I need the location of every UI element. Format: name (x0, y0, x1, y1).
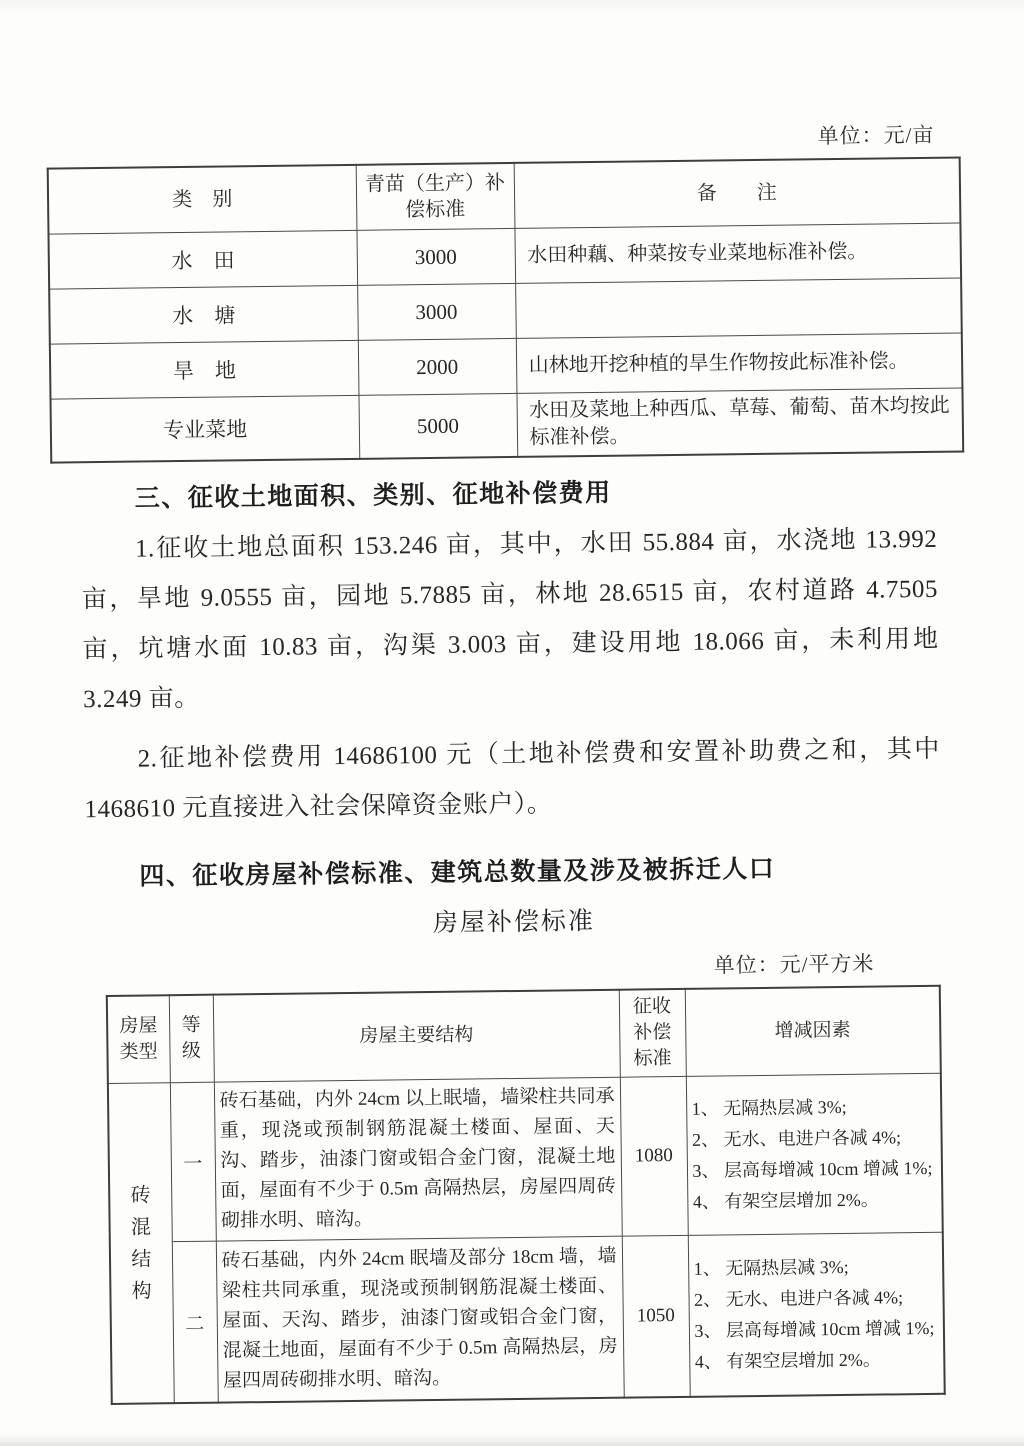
t2-header-house-type-label: 房屋类型 (119, 1015, 158, 1063)
t1-standard-cell: 3000 (357, 283, 516, 340)
factor-line: 3、 层高每增减 10cm 增减 1%; (694, 1317, 935, 1341)
t2-house-type-cell (108, 1083, 174, 1404)
t1-remark-cell: 山林地开挖种植的旱生作物按此标准补偿。 (516, 333, 963, 393)
section-3-paragraph-1: 1.征收土地总面积 153.246 亩，其中，水田 55.884 亩，水浇地 13.992 亩，旱地 9.0555 亩，园地 5.7885 亩，林地 28.6515 亩，农村道路 4.7505 亩，坑塘水面 10.83 亩，沟渠 3.003 亩，建设用地 18.066 亩，未利用地 3.249 亩。 (81, 525, 939, 714)
table-row (51, 388, 964, 463)
t2-factors-cell (688, 1232, 945, 1397)
table-row (108, 1073, 943, 1242)
t2-header-grade (169, 995, 214, 1083)
factor-line: 1、 无隔热层减 3%; (691, 1096, 847, 1119)
t1-standard-cell: 5000 (358, 393, 517, 458)
unit-note-house: 单位：元/平方米 (713, 951, 875, 978)
t1-remark-cell: 水田种藕、种菜按专业菜地标准补偿。 (514, 223, 961, 283)
t2-header-standard-label: 征收补偿标准 (632, 996, 672, 1070)
section-3-heading: 三、征收土地面积、类别、征地补偿费用 (134, 478, 612, 513)
house-type-vertical-label: 砖混结构 (130, 1183, 152, 1303)
t2-standard-cell: 1080 (620, 1076, 688, 1236)
t2-factors-cell (686, 1073, 943, 1235)
factor-line: 4、 有架空层增加 2%。 (694, 1349, 881, 1372)
factor-line: 2、 无水、电进户各减 4%; (693, 1287, 904, 1310)
table-row (110, 1232, 945, 1404)
t2-standard-cell: 1050 (622, 1235, 690, 1397)
t1-remark-cell (515, 278, 962, 338)
table-header-row (107, 986, 941, 1084)
unit-note-land: 单位：元/亩 (817, 122, 935, 149)
t1-header-remark: 备 注 (514, 157, 961, 228)
t2-structure-cell: 砖石基础，内外 24cm 以上眠墙，墙梁柱共同承重，现浇或预制钢筋混凝土楼面、屋面、天沟、踏步，油漆门窗或铝合金门窗，混凝土地面，屋面有不少于 0.5m 高隔热层，房屋四周砖砌排水明、暗沟。 (214, 1077, 622, 1241)
house-compensation-table (106, 985, 946, 1405)
t2-grade-cell: 一 (170, 1082, 216, 1242)
section-3-paragraph-2: 2.征地补偿费用 14686100 元（土地补偿费和安置补助费之和，其中 1468610 元直接进入社会保障资金账户）。 (84, 735, 941, 824)
factor-line: 1、 无隔热层减 3%; (693, 1256, 849, 1279)
section-4-heading: 四、征收房屋补偿标准、建筑总数量及涉及被拆迁人口 (139, 854, 776, 891)
t1-category-cell: 专业菜地 (51, 395, 360, 462)
t1-standard-cell: 2000 (358, 338, 517, 395)
factor-line: 2、 无水、电进户各减 4%; (691, 1127, 902, 1150)
crop-compensation-table (47, 156, 965, 463)
factor-line: 3、 层高每增减 10cm 增减 1%; (692, 1157, 933, 1181)
t1-category-cell: 水 塘 (49, 285, 358, 344)
t1-category-cell: 水 田 (48, 230, 357, 289)
t1-category-cell: 旱 地 (50, 340, 359, 399)
t2-header-structure: 房屋主要结构 (213, 990, 620, 1082)
t1-standard-cell: 3000 (356, 228, 515, 285)
t2-grade-cell: 二 (172, 1241, 218, 1403)
t2-header-house-type (107, 995, 170, 1083)
t2-structure-cell: 砖石基础，内外 24cm 眠墙及部分 18cm 墙，墙梁柱共同承重，现浇或预制钢筋混凝土楼面、屋面、天沟、踏步，油漆门窗或铝合金门窗，混凝土地面，屋面有不少于 0.5m 高隔热层，房屋四周砖砌排水明、暗沟。 (216, 1236, 624, 1402)
house-table-title: 房屋补偿标准 (432, 907, 596, 937)
t1-header-standard: 青苗（生产）补偿标准 (356, 163, 515, 230)
document-content (0, 118, 1024, 1406)
t1-header-category: 类 别 (48, 165, 357, 234)
table-header-row (48, 157, 961, 234)
factor-line: 4、 有架空层增加 2%。 (692, 1189, 879, 1212)
t2-header-grade-label: 等级 (181, 1014, 202, 1063)
t1-remark-cell: 水田及菜地上种西瓜、草莓、葡萄、苗木均按此标准补偿。 (516, 388, 963, 457)
t2-header-standard (619, 989, 686, 1077)
t2-header-factors: 增减因素 (685, 986, 941, 1077)
